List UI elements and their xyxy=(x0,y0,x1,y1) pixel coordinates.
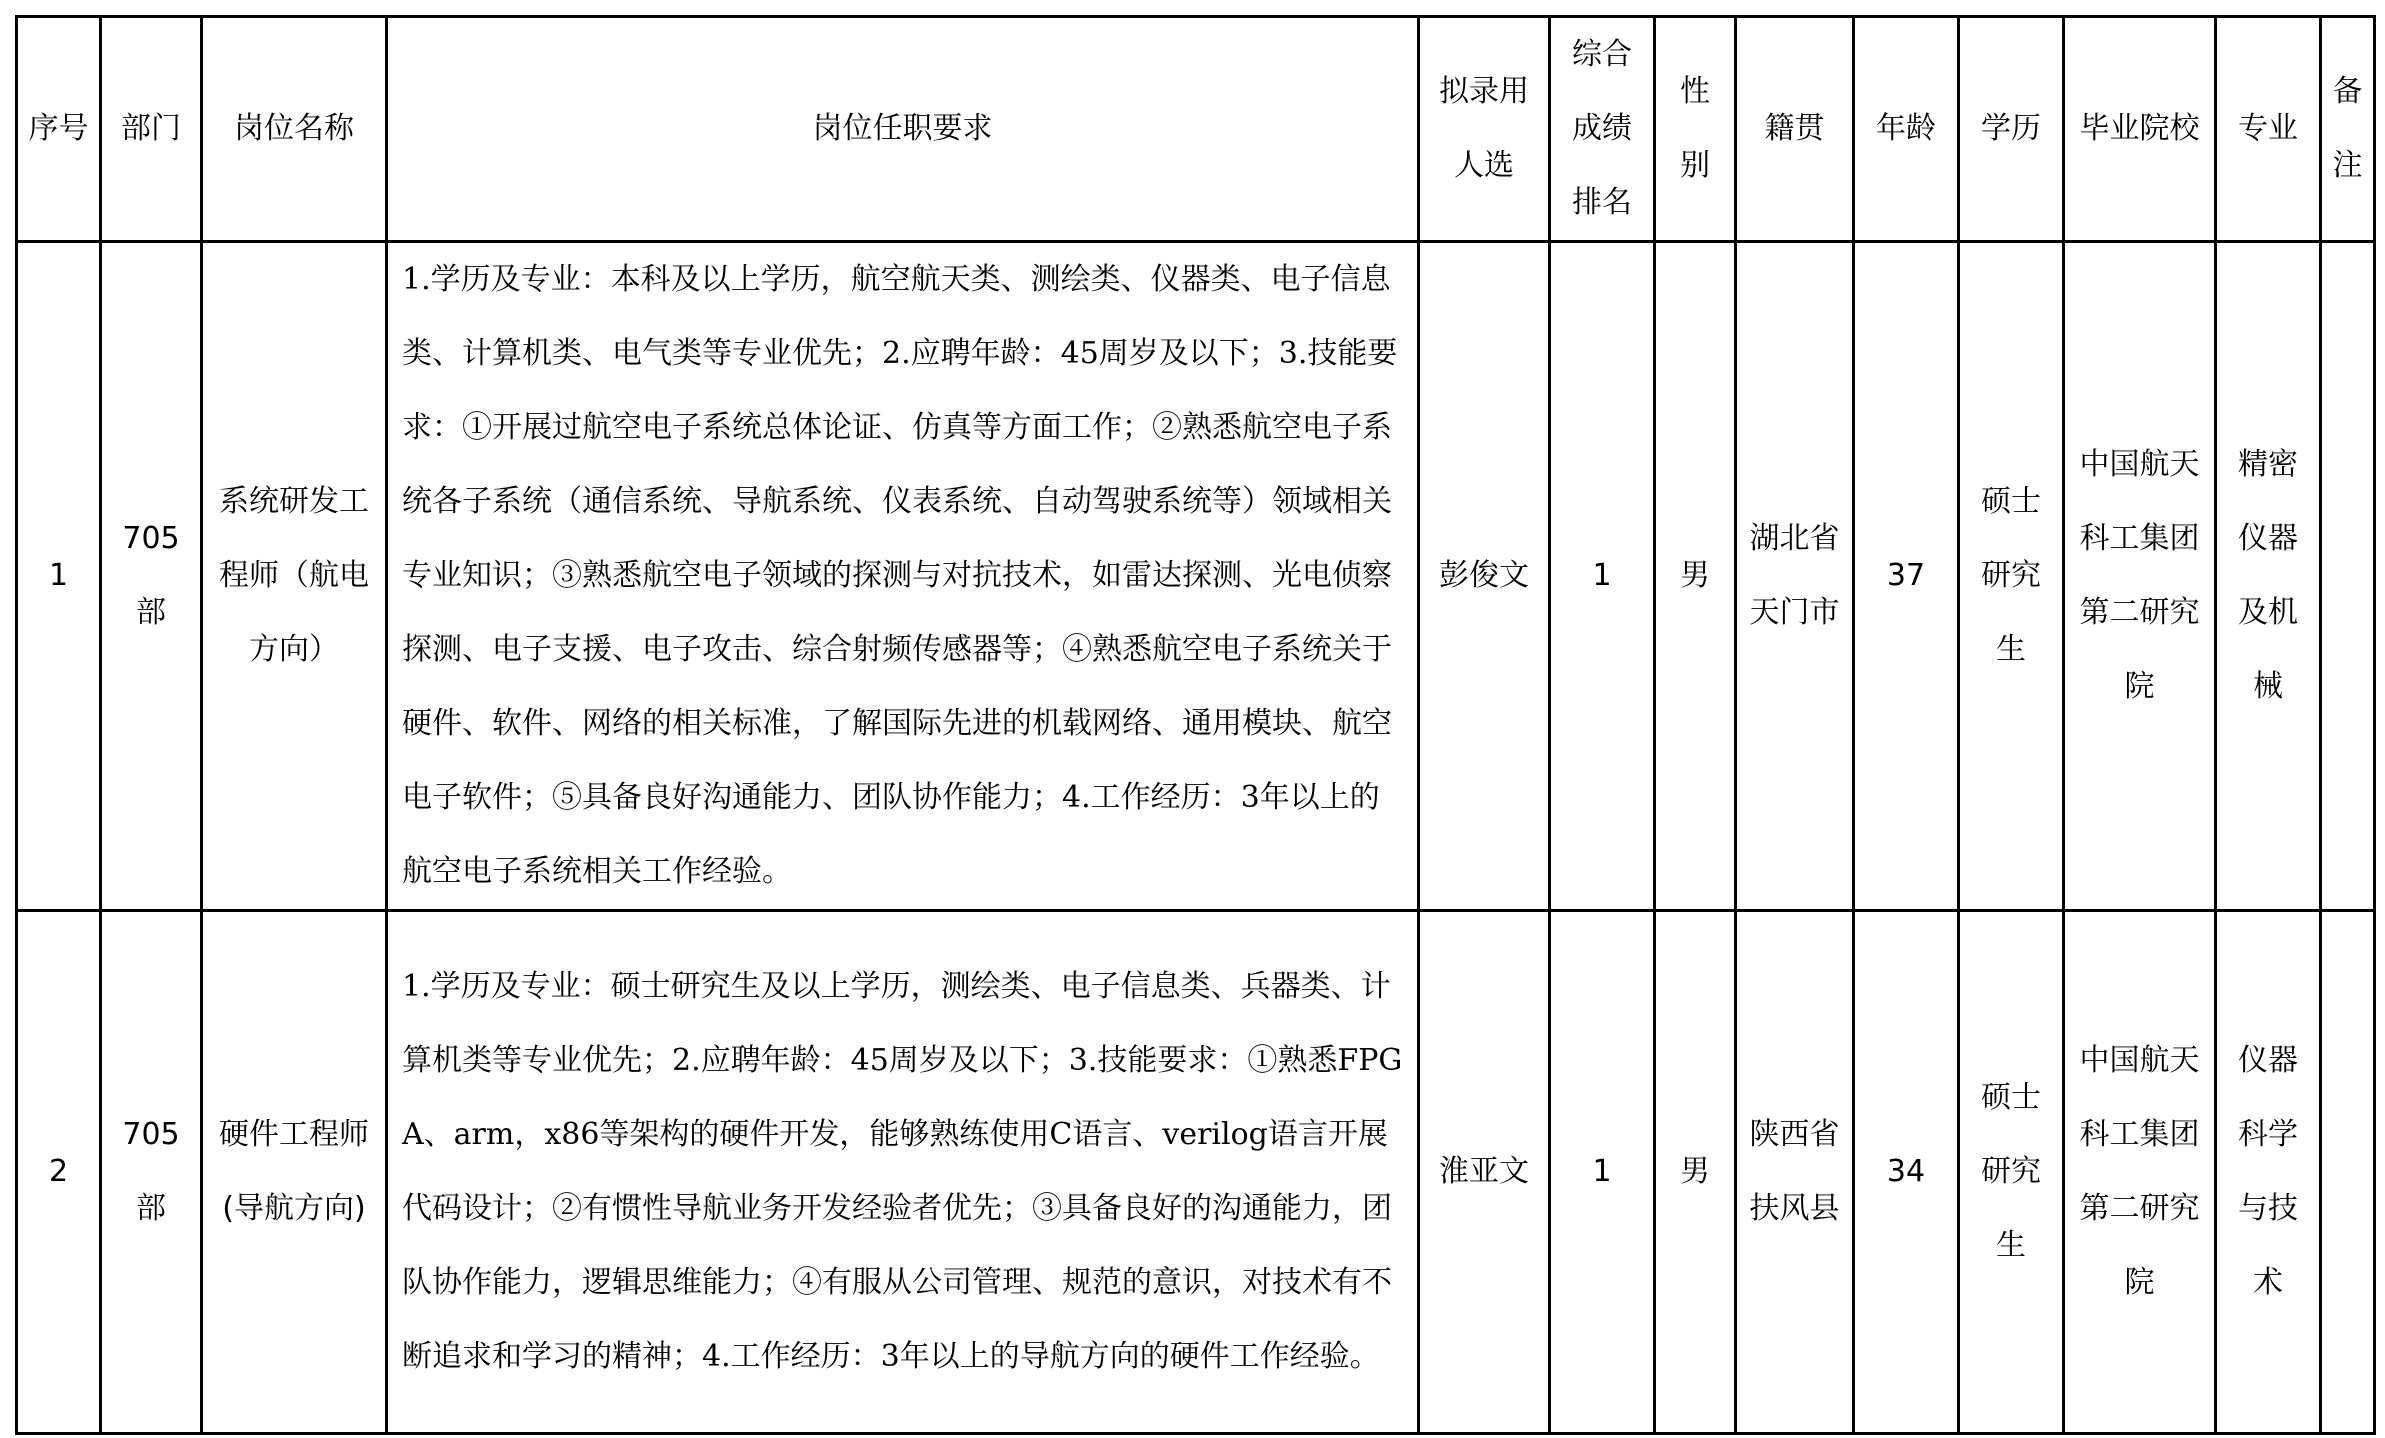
cell-school: 中国航天科工集团第二研究院 xyxy=(2064,242,2216,911)
cell-position: 硬件工程师(导航方向) xyxy=(202,911,387,1434)
cell-major: 精密仪器及机械 xyxy=(2216,242,2321,911)
header-school: 毕业院校 xyxy=(2064,17,2216,242)
header-major: 专业 xyxy=(2216,17,2321,242)
header-row xyxy=(17,17,2375,242)
header-candidate: 拟录用人选 xyxy=(1419,17,1550,242)
cell-rank: 1 xyxy=(1550,911,1655,1434)
cell-position: 系统研发工程师（航电方向） xyxy=(202,242,387,911)
header-gender: 性别 xyxy=(1655,17,1736,242)
table-row xyxy=(17,242,2375,911)
header-remark: 备注 xyxy=(2321,17,2375,242)
cell-candidate: 淮亚文 xyxy=(1419,911,1550,1434)
cell-education: 硕士研究生 xyxy=(1959,911,2064,1434)
cell-gender: 男 xyxy=(1655,242,1736,911)
cell-hometown: 陕西省扶风县 xyxy=(1736,911,1854,1434)
cell-no: 2 xyxy=(17,911,101,1434)
cell-age: 34 xyxy=(1854,911,1959,1434)
cell-hometown: 湖北省天门市 xyxy=(1736,242,1854,911)
candidate-table xyxy=(15,15,2376,1435)
header-position: 岗位名称 xyxy=(202,17,387,242)
header-education: 学历 xyxy=(1959,17,2064,242)
cell-education: 硕士研究生 xyxy=(1959,242,2064,911)
table-row xyxy=(17,911,2375,1434)
cell-school: 中国航天科工集团第二研究院 xyxy=(2064,911,2216,1434)
cell-dept: 705部 xyxy=(101,242,202,911)
cell-major: 仪器科学与技术 xyxy=(2216,911,2321,1434)
cell-gender: 男 xyxy=(1655,911,1736,1434)
header-dept: 部门 xyxy=(101,17,202,242)
cell-age: 37 xyxy=(1854,242,1959,911)
cell-requirements: 1.学历及专业：硕士研究生及以上学历，测绘类、电子信息类、兵器类、计算机类等专业优先；2.应聘年龄：45周岁及以下；3.技能要求：①熟悉FPGA、arm，x86等架构的硬件开发，能够熟练使用C语言、verilog语言开展代码设计；②有惯性导航业务开发经验者优先；③具备良好的沟通能力，团队协作能力，逻辑思维能力；④有服从公司管理、规范的意识，对技术有不断追求和学习的精神；4.工作经历：3年以上的导航方向的硬件工作经验。 xyxy=(387,911,1419,1434)
header-rank: 综合成绩排名 xyxy=(1550,17,1655,242)
cell-remark xyxy=(2321,911,2375,1434)
cell-candidate: 彭俊文 xyxy=(1419,242,1550,911)
cell-no: 1 xyxy=(17,242,101,911)
header-no: 序号 xyxy=(17,17,101,242)
header-requirements: 岗位任职要求 xyxy=(387,17,1419,242)
cell-rank: 1 xyxy=(1550,242,1655,911)
cell-dept: 705部 xyxy=(101,911,202,1434)
cell-remark xyxy=(2321,242,2375,911)
cell-requirements: 1.学历及专业：本科及以上学历，航空航天类、测绘类、仪器类、电子信息类、计算机类、电气类等专业优先；2.应聘年龄：45周岁及以下；3.技能要求：①开展过航空电子系统总体论证、仿真等方面工作；②熟悉航空电子系统各子系统（通信系统、导航系统、仪表系统、自动驾驶系统等）领域相关专业知识；③熟悉航空电子领域的探测与对抗技术，如雷达探测、光电侦察探测、电子支援、电子攻击、综合射频传感器等；④熟悉航空电子系统关于硬件、软件、网络的相关标准，了解国际先进的机载网络、通用模块、航空电子软件；⑤具备良好沟通能力、团队协作能力；4.工作经历：3年以上的航空电子系统相关工作经验。 xyxy=(387,242,1419,911)
header-age: 年龄 xyxy=(1854,17,1959,242)
header-hometown: 籍贯 xyxy=(1736,17,1854,242)
